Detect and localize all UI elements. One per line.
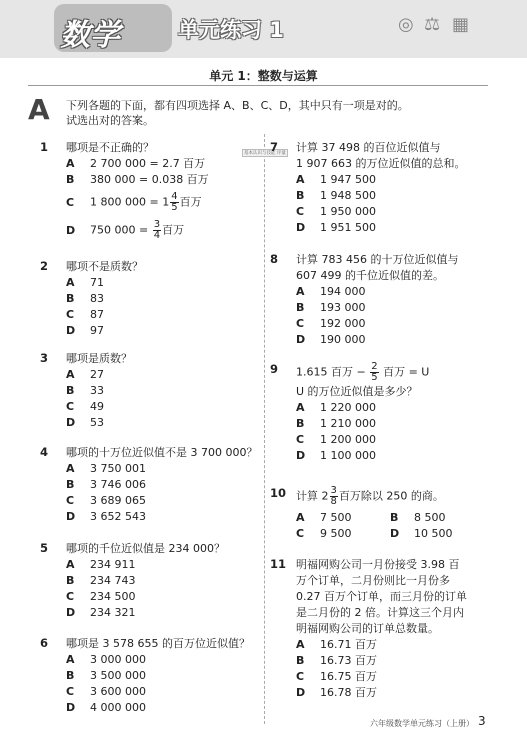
question-number: 1 [40,140,49,154]
question-text: 哪项是质数？ [66,352,132,365]
option-d[interactable]: D 1 951 500 [296,221,376,234]
fraction: $\frac{4}{5}$ [171,191,178,213]
option-d[interactable]: D 3 652 543 [66,510,146,523]
option-a[interactable]: A 2 700 000 = 2.7 百万 [66,157,206,170]
option-b[interactable]: B 3 500 000 [66,669,146,682]
question-number: 7 [270,140,279,154]
page-number: 3 [478,714,486,728]
question-text: 哪项是不正确的？ [66,141,154,154]
question-number: 5 [40,541,49,555]
option-d[interactable]: D 750 000 = $\frac{3}{4}$ 百万 [66,219,185,241]
option-b[interactable]: B 33 [66,384,104,397]
option-b[interactable]: B 380 000 = 0.038 百万 [66,173,209,186]
option-b[interactable]: B 16.73 百万 [296,654,377,667]
option-c[interactable]: C 87 [66,308,104,321]
footer-book-title: 六年级数学单元练习（上册） [370,719,474,728]
question-text-line-2: 万个订单，二月份则比一月份多 [296,574,450,587]
option-c[interactable]: C 1 200 000 [296,433,376,446]
option-a[interactable]: A 3 750 001 [66,462,146,475]
option-a[interactable]: A 3 000 000 [66,653,146,666]
question-text-line-1: 计算 37 498 的百位近似值与 [296,141,441,154]
option-a[interactable]: A 71 [66,276,104,289]
header-divider [28,85,488,86]
question-number: 2 [40,259,49,273]
question-number: 4 [40,445,49,459]
question-number: 9 [270,362,279,376]
option-b[interactable]: B 83 [66,292,104,305]
question-text-line-5: 明福网购公司的订单总数量。 [296,622,439,635]
option-d[interactable]: D 1 100 000 [296,449,376,462]
assessment-badge: 基本认识与技能 评量 [244,151,286,156]
option-b[interactable]: B 1 210 000 [296,417,376,430]
option-d[interactable]: D 16.78 百万 [296,686,377,699]
question-text-line-2: 607 499 的千位近似值的差。 [296,269,444,282]
option-c[interactable]: C 3 689 065 [66,494,146,507]
option-c[interactable]: C 234 500 [66,590,136,603]
question-number: 3 [40,351,49,365]
option-b[interactable]: B 193 000 [296,301,366,314]
question-text-line-2: U 的万位近似值是多少？ [296,385,418,398]
question-text: 哪项是 3 578 655 的百万位近似值？ [66,637,250,650]
option-d[interactable]: D 97 [66,324,104,337]
header-banner [0,0,527,58]
option-b[interactable]: B 1 948 500 [296,189,376,202]
option-c[interactable]: C 49 [66,400,104,413]
fraction: $\frac{3}{8}$ [330,485,337,507]
option-c[interactable]: C 3 600 000 [66,685,146,698]
question-text-line-1: 明福网购公司一月份接受 3.98 百 [296,558,460,571]
option-d[interactable]: D 190 000 [296,333,366,346]
column-divider [264,134,265,724]
question-number: 8 [270,252,279,266]
option-a[interactable]: A 27 [66,368,104,381]
question-expression: 1.615 百万 − $\frac{2}{5}$ 百万 = U [296,361,430,383]
instruction-line-1: 下列各题的下面，都有四项选择 A、B、C、D，其中只有一项是对的。 [66,99,409,112]
unit-title: 单元练习 1 [178,18,284,42]
option-a[interactable]: A 234 911 [66,558,136,571]
option-b[interactable]: B 8 500 [390,511,446,524]
question-text: 哪项的十万位近似值不是 3 700 000？ [66,446,258,459]
question-text-line-1: 计算 783 456 的十万位近似值与 [296,253,459,266]
option-c[interactable]: C 192 000 [296,317,366,330]
option-c[interactable]: C 1 950 000 [296,205,376,218]
option-a[interactable]: A 1 220 000 [296,401,376,414]
instruction-line-2: 试选出对的答案。 [66,114,154,127]
option-a[interactable]: A 1 947 500 [296,173,376,186]
scale-icon: ⚖ [424,14,441,35]
question-expression: 计算 2 $\frac{3}{8}$ 百万除以 250 的商。 [296,485,444,507]
option-d[interactable]: D 53 [66,416,104,429]
subject-title: 数学 [60,18,120,53]
question-text: 哪项的千位近似值是 234 000？ [66,542,225,555]
option-c[interactable]: C 16.75 百万 [296,670,377,683]
question-number: 10 [270,486,287,500]
option-b[interactable]: B 3 746 006 [66,478,146,491]
option-a[interactable]: A 16.71 百万 [296,638,377,651]
calculator-icon: ▦ [452,14,470,35]
question-number: 6 [40,636,49,650]
question-number: 11 [270,557,287,571]
question-text-line-2: 1 907 663 的万位近似值的总和。 [296,157,466,170]
question-text-line-3: 0.27 百万个订单，而三月份的订单 [296,590,467,603]
option-d[interactable]: D 10 500 [390,527,453,540]
option-d[interactable]: D 4 000 000 [66,701,146,714]
question-text-line-4: 是二月份的 2 倍。计算这三个月内 [296,606,464,619]
option-c[interactable]: C 1 800 000 = 1 $\frac{4}{5}$ 百万 [66,191,202,213]
option-a[interactable]: A 7 500 [296,511,352,524]
coin-icon: ◎ [398,14,414,35]
fraction: $\frac{3}{4}$ [153,219,161,241]
section-letter: A [28,93,50,126]
fraction: $\frac{2}{5}$ [371,361,378,383]
option-b[interactable]: B 234 743 [66,574,136,587]
option-c[interactable]: C 9 500 [296,527,352,540]
option-a[interactable]: A 194 000 [296,285,366,298]
page-subtitle: 单元 1：整数与运算 [209,69,318,83]
question-text: 哪项不是质数？ [66,260,143,273]
section-instruction [66,98,409,128]
option-d[interactable]: D 234 321 [66,606,136,619]
